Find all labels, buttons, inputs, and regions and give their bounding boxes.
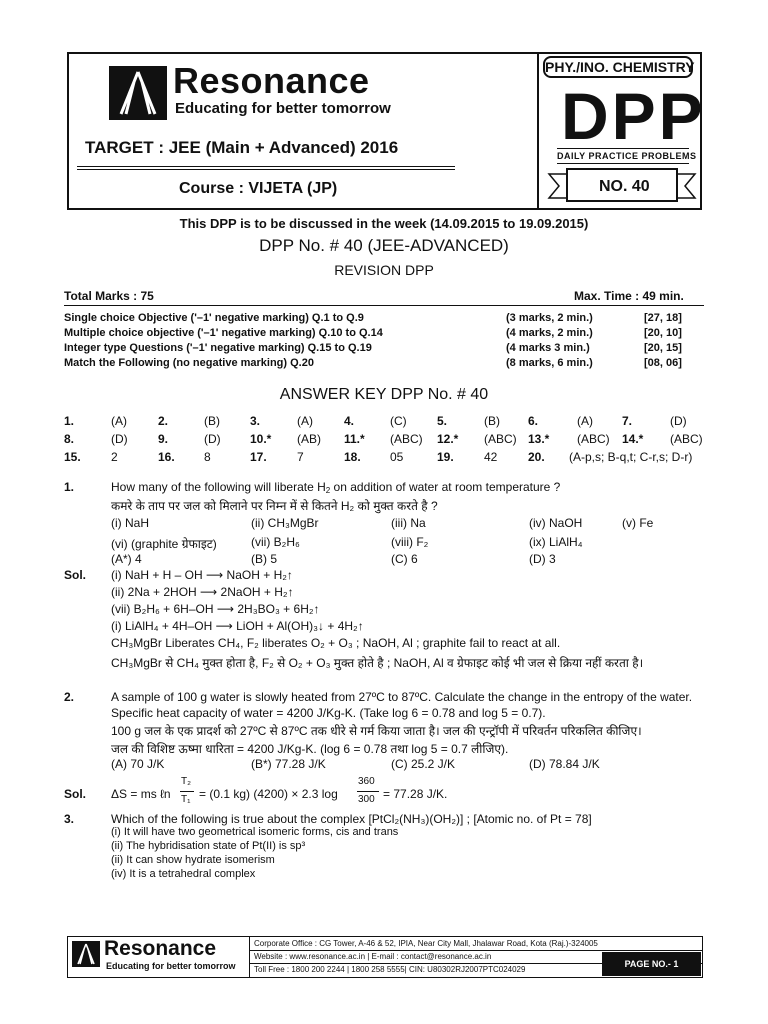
item-row [111,535,711,551]
footer-rule [249,950,703,951]
solution-line: (ii) 2Na + 2HOH ⟶ 2NaOH + H₂↑ [111,585,294,599]
question-line: Specific heat capacity of water = 4200 J/Kg-K. (Take log 6 = 0.78 and log 5 = 0.7). [111,706,546,720]
subject-label: PHY./INO. CHEMISTRY [543,56,693,78]
answer: (ABC) [670,432,703,446]
header-divider [537,54,539,208]
footer-box [67,936,703,978]
answer: (AB) [297,432,321,446]
answer: 8 [204,450,211,464]
fraction-numerator: 360 [358,776,375,787]
option: (C) 25.2 J/K [391,757,456,771]
question-number: 9. [158,432,169,446]
subscript: 2 [325,486,331,495]
option: (B) 5 [251,552,278,566]
answer: 05 [390,450,404,464]
answer: (ABC) [484,432,517,446]
answer: (A) [111,414,127,428]
answer-key-row [64,414,714,431]
solution-line: (vii) B₂H₆ + 6H–OH ⟶ 2H₃BO₃ + 6H₂↑ [111,602,320,616]
option: (C) 6 [391,552,418,566]
fraction-denominator: 300 [358,794,375,805]
statement-line: (ii) The hybridisation state of Pt(II) is sp³ [111,840,306,852]
dpp-logo-text: DPP [561,79,706,153]
question-number: 1. [64,414,75,428]
question-number: 20. [528,450,545,464]
separator-line [64,305,704,306]
dpp-subtitle: DAILY PRACTICE PROBLEMS [557,148,689,164]
item: (viii) F₂ [391,535,429,549]
resonance-logo-icon [72,941,100,967]
question-number: 17. [250,450,267,464]
marking-type: Match the Following (no negative marking) Q.20 [64,357,314,369]
header-rule [77,169,455,170]
question-number: 16. [158,450,175,464]
solution-line: CH₃MgBr Liberates CH₄, F₂ liberates O₂ + O₃ ; NaOH, Al ; graphite fail to react at all. [111,636,561,650]
item: (vi) (graphite ग्रेफाइट) [111,537,217,551]
answer: (D) [670,414,687,428]
option: (D) 78.84 J/K [529,757,600,771]
question-number: 5. [437,414,448,428]
statement-line: (i) It will have two geometrical isomeric forms, cis and trans [111,826,399,838]
question-number: 7. [622,414,633,428]
marking-total: [08, 06] [644,357,682,369]
question-text-hindi: कमरे के ताप पर जल को मिलाने पर निम्न में से कितने H₂ को मुक्त करते है ? [111,499,438,513]
answer: (D) [111,432,128,446]
item: (ix) LiAlH₄ [529,535,583,549]
header-box [67,52,706,210]
brand-name: Resonance [173,60,370,101]
question-line-hindi: 100 g जल के एक प्रादर्श को 27ºC से 87ºC तक धीरे से गर्म किया जाता है। जल की एन्ट्रॉपी में परिवर्तन परिकलित कीजिए। [111,724,642,738]
question-number: 10.* [250,432,272,446]
question-line: A sample of 100 g water is slowly heated from 27ºC to 87ºC. Calculate the change in the entropy of the water. [111,690,693,704]
equation-part: ΔS = ms ℓn [111,787,171,801]
resonance-logo-icon [109,66,167,120]
item: (i) NaH [111,516,149,530]
question-number: 8. [64,432,75,446]
solution-line: (i) LiAlH₄ + 4H–OH ⟶ LiOH + Al(OH)₃↓ + 4H₂↑ [111,619,364,633]
header-rule [77,166,455,167]
question-number: 14.* [622,432,644,446]
question-number: 1. [64,480,75,494]
marking-row [64,357,704,373]
question-number: 4. [344,414,355,428]
discussion-week: This DPP is to be discussed in the week (14.09.2015 to 19.09.2015) [179,216,589,231]
equation-part: = (0.1 kg) (4200) × 2.3 log [199,787,338,801]
option: (A*) 4 [111,552,142,566]
course-name: Course : VIJETA (JP) [179,180,338,197]
corporate-office: Corporate Office : CG Tower, A-46 & 52, IPIA, Near City Mall, Jhalawar Road, Kota (Raj.)-324005 [254,939,598,948]
answer: (D) [204,432,221,446]
answer-key-title: ANSWER KEY DPP No. # 40 [279,386,489,403]
dpp-title: DPP No. # 40 (JEE-ADVANCED) [259,236,509,255]
fraction-bar [357,791,379,792]
marking-marks: (8 marks, 6 min.) [506,357,593,369]
question-text [111,480,560,494]
item: (ii) CH₃MgBr [251,516,319,530]
fraction-numerator: T₂ [181,776,191,787]
answer: 7 [297,450,304,464]
revision-label: REVISION DPP [334,262,434,278]
item-row [111,516,711,532]
question-number: 18. [344,450,361,464]
answer: (ABC) [577,432,610,446]
question-text-part: How many of the following will liberate H [111,480,326,494]
max-time: Max. Time : 49 min. [574,289,684,303]
solution-line: (i) NaH + H – OH ⟶ NaOH + H₂↑ [111,568,293,582]
option: (A) 70 J/K [111,757,165,771]
question-number: 19. [437,450,454,464]
footer-brand-name: Resonance [104,937,217,960]
answer: (A) [577,414,593,428]
marking-row [64,312,704,328]
item: (iv) NaOH [529,516,583,530]
equation-part: = 77.28 J/K. [383,787,448,801]
answer-key-row [64,432,714,449]
options-row [111,552,711,568]
answer: (B) [204,414,220,428]
dpp-number: NO. 40 [599,178,650,195]
marking-total: [27, 18] [644,312,682,324]
item: (v) Fe [622,516,654,530]
marking-marks: (4 marks 3 min.) [506,342,590,354]
question-number: 13.* [528,432,550,446]
total-marks: Total Marks : 75 [64,289,154,303]
answer: (ABC) [390,432,423,446]
question-line-hindi: जल की विशिष्ट ऊष्मा धारिता = 4200 J/Kg-K. (log 6 = 0.78 तथा log 5 = 0.7 लीजिए). [111,742,509,756]
statement-line: (ii) It can show hydrate isomerism [111,854,275,866]
options-row [111,757,711,773]
footer-brand-tagline: Educating for better tomorrow [106,961,236,971]
answer: (B) [484,414,500,428]
item: (vii) B₂H₆ [251,535,300,549]
question-line: Which of the following is true about the complex [PtCl₂(NH₃)(OH₂)] ; [Atomic no. of Pt = 78] [111,812,592,826]
question-number: 3. [64,812,75,826]
answer: 42 [484,450,498,464]
marking-total: [20, 10] [644,327,682,339]
fraction-bar [180,791,194,792]
solution-label: Sol. [64,787,87,801]
question-number: 3. [250,414,261,428]
answer: (A) [297,414,313,428]
solution-line-hindi: CH₃MgBr से CH₄ मुक्त होता है, F₂ से O₂ + O₃ मुक्त होते है ; NaOH, Al व ग्रेफाइट कोई भी जल से क्रिया नहीं करता है। [111,656,644,670]
solution-equation [111,776,611,810]
question-number: 15. [64,450,81,464]
answer: (A-p,s; B-q,t; C-r,s; D-r) [569,450,693,464]
item: (iii) Na [391,516,426,530]
statement-line: (iv) It is a tetrahedral complex [111,868,256,880]
marking-marks: (3 marks, 2 min.) [506,312,593,324]
marking-type: Single choice Objective ('–1' negative marking) Q.1 to Q.9 [64,312,364,324]
marking-total: [20, 15] [644,342,682,354]
question-number: 2. [158,414,169,428]
marking-row [64,327,704,343]
solution-label: Sol. [64,568,87,582]
marking-marks: (4 marks, 2 min.) [506,327,593,339]
answer: (C) [390,414,407,428]
answer-key-row [64,450,714,467]
brand-tagline: Educating for better tomorrow [175,100,391,117]
question-number: 6. [528,414,539,428]
fraction-denominator: T₁ [181,794,191,805]
website-email: Website : www.resonance.ac.in | E-mail : contact@resonance.ac.in [254,952,492,961]
target-exam: TARGET : JEE (Main + Advanced) 2016 [85,138,399,157]
option: (D) 3 [529,552,556,566]
marking-type: Multiple choice objective ('–1' negative marking) Q.10 to Q.14 [64,327,383,339]
page-number: PAGE NO.- 1 [602,952,701,976]
answer: 2 [111,450,118,464]
question-number: 11.* [344,432,365,446]
toll-free: Toll Free : 1800 200 2244 | 1800 258 5555| CIN: U80302RJ2007PTC024029 [254,965,526,974]
question-number: 2. [64,690,75,704]
footer-divider [249,937,250,977]
option: (B*) 77.28 J/K [251,757,326,771]
marking-type: Integer type Questions ('–1' negative marking) Q.15 to Q.19 [64,342,372,354]
question-number: 12.* [437,432,459,446]
marking-row [64,342,704,358]
question-text-part: on addition of water at room temperature ? [330,480,561,494]
